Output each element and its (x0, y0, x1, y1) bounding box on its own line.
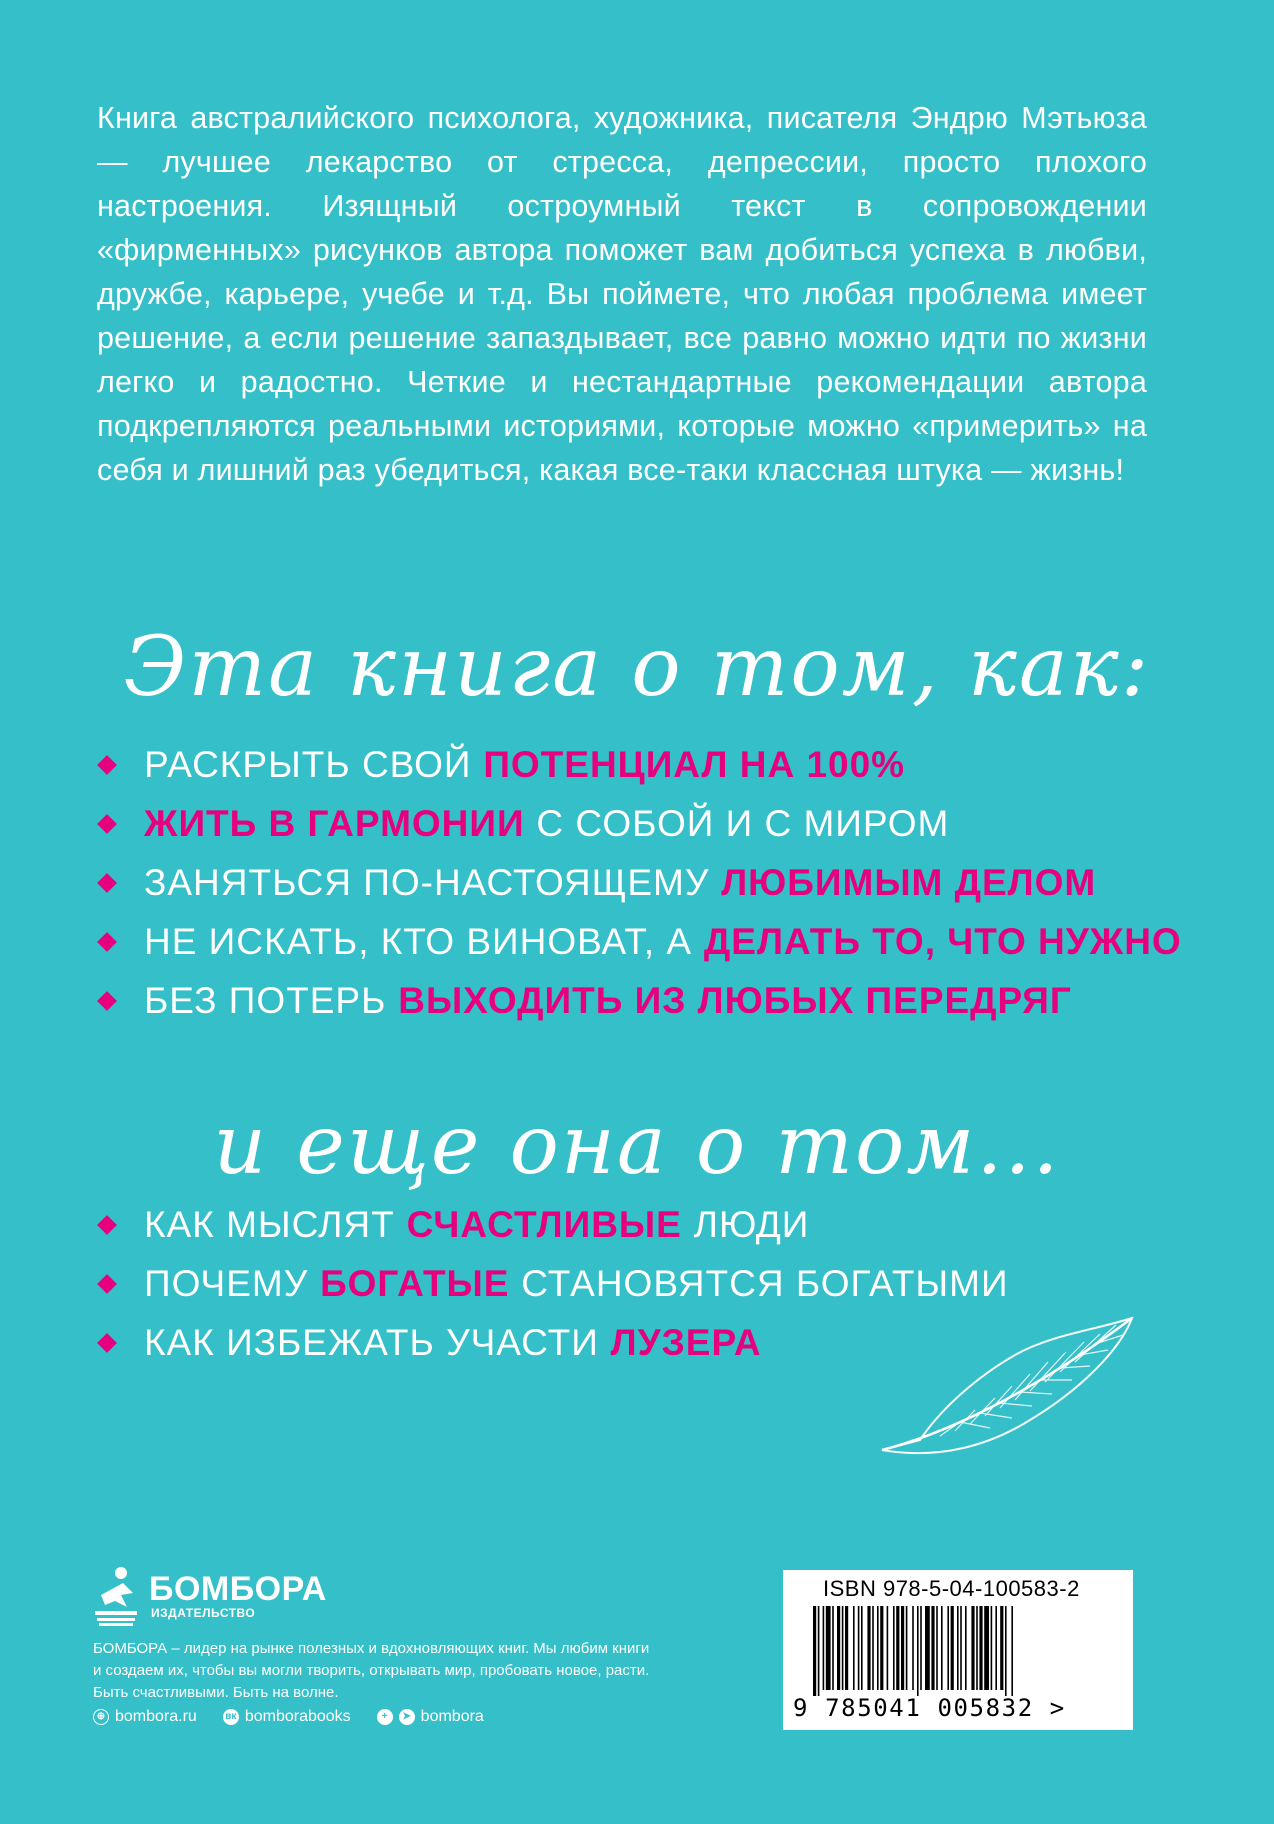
barcode-bar (931, 1606, 934, 1690)
barcode-bar (901, 1606, 904, 1690)
isbn-barcode (783, 1570, 1133, 1730)
barcode-bar (1000, 1606, 1003, 1690)
barcode-bar (1005, 1606, 1007, 1696)
list-item: ЗАНЯТЬСЯ ПО-НАСТОЯЩЕМУ ЛЮБИМЫМ ДЕЛОМ (100, 853, 1182, 912)
barcode-bar (960, 1606, 962, 1690)
barcode-bar (920, 1606, 922, 1690)
barcode-bar (925, 1606, 930, 1690)
list-item: КАК МЫСЛЯТ СЧАСТЛИВЫЕ ЛЮДИ (100, 1195, 1009, 1254)
diamond-bullet-icon (97, 873, 117, 893)
barcode-bar (957, 1606, 959, 1690)
diamond-bullet-icon (97, 1215, 117, 1235)
list-item: ПОЧЕМУ БОГАТЫЕ СТАНОВЯТСЯ БОГАТЫМИ (100, 1254, 1009, 1313)
barcode-bar (837, 1606, 840, 1690)
barcode-bar (906, 1606, 908, 1690)
section-heading-1: Эта книга о том, как: (123, 620, 1151, 715)
barcode-bar (951, 1606, 954, 1690)
barcode-bars (793, 1606, 1093, 1696)
feather-icon (880, 1310, 1140, 1480)
diamond-bullet-icon (97, 1333, 117, 1353)
telegram-link[interactable]: + ➤ bombora (377, 1708, 484, 1726)
vk-link[interactable]: вк bomborabooks (223, 1708, 351, 1726)
diamond-bullet-icon (97, 991, 117, 1011)
barcode-bar (867, 1606, 870, 1690)
isbn-digits: 9 785041 005832 > (793, 1694, 1066, 1722)
globe-icon: ⊕ (93, 1709, 109, 1725)
barcode-bar (887, 1606, 889, 1690)
barcode-bar (979, 1606, 982, 1690)
publisher-name: БОМБОРА (149, 1570, 327, 1608)
diamond-bullet-icon (97, 1274, 117, 1294)
barcode-bar (858, 1606, 860, 1690)
barcode-bar (941, 1606, 943, 1690)
list-item: БЕЗ ПОТЕРЬ ВЫХОДИТЬ ИЗ ЛЮБЫХ ПЕРЕДРЯГ (100, 971, 1182, 1030)
barcode-bar (965, 1606, 967, 1690)
diamond-bullet-icon (97, 755, 117, 775)
diamond-bullet-icon (97, 814, 117, 834)
barcode-bar (917, 1606, 919, 1696)
barcode-bar (971, 1606, 974, 1690)
publisher-subtitle: ИЗДАТЕЛЬСТВО (151, 1606, 256, 1620)
barcode-bar (823, 1606, 825, 1690)
benefits-list-2 (100, 1195, 1009, 1372)
diamond-bullet-icon (97, 932, 117, 952)
telegram-icon: ➤ (399, 1709, 415, 1725)
bombora-logo (93, 1565, 141, 1627)
social-links (93, 1708, 484, 1726)
barcode-bar (896, 1606, 899, 1690)
barcode-bar (826, 1606, 831, 1690)
barcode-bar (995, 1606, 997, 1690)
barcode-bar (845, 1606, 848, 1690)
barcode-bar (976, 1606, 978, 1690)
list-item: КАК ИЗБЕЖАТЬ УЧАСТИ ЛУЗЕРА (100, 1313, 1009, 1372)
barcode-bar (936, 1606, 938, 1690)
isbn-label: ISBN 978-5-04-100583-2 (823, 1576, 1080, 1601)
vk-icon: вк (223, 1709, 239, 1725)
benefits-list-1 (100, 735, 1182, 1030)
list-item: НЕ ИСКАТЬ, КТО ВИНОВАТ, А ДЕЛАТЬ ТО, ЧТО НУЖНО (100, 912, 1182, 971)
barcode-bar (842, 1606, 844, 1690)
barcode-bar (1011, 1606, 1013, 1696)
barcode-bar (984, 1606, 989, 1690)
barcode-bar (818, 1606, 820, 1696)
barcode-bar (912, 1606, 914, 1690)
plus-icon: + (377, 1709, 393, 1725)
publisher-about: БОМБОРА – лидер на рынке полезных и вдохновляющих книг. Мы любим книги и создаем их, чтобы вы могли творить, открывать мир, пробовать новое, расти. Быть счастливыми. Быть на волне. (93, 1640, 650, 1701)
barcode-bar (893, 1606, 895, 1690)
book-description: Книга австралийского психолога, художника, писателя Эндрю Мэтьюза — лучшее лекарство от стресса, депрессии, просто плохого настроения. Изящный остроумный текст в сопровождении «фирменных» рисунков автора поможет вам добиться успеха в любви, дружбе, карьере, учебе и т.д. Вы поймете, что любая проблема имеет решение, а если решение запаздывает, все равно можно идти по жизни легко и радостно. Четкие и нестандартные рекомендации автора подкрепляются реальными историями, которые можно «примерить» на себя и лишний раз убедиться, какая все-таки классная штука — жизнь! (97, 101, 1147, 487)
site-link[interactable]: ⊕ bombora.ru (93, 1708, 197, 1726)
section-heading-2: и еще она о том... (213, 1098, 1061, 1193)
barcode-bar (947, 1606, 949, 1690)
list-item: ЖИТЬ В ГАРМОНИИ С СОБОЙ И С МИРОМ (100, 794, 1182, 853)
barcode-bar (813, 1606, 816, 1696)
barcode-bar (877, 1606, 879, 1690)
barcode-bar (853, 1606, 855, 1690)
barcode-bar (872, 1606, 874, 1690)
barcode-bar (880, 1606, 883, 1690)
barcode-bar (832, 1606, 834, 1690)
barcode-bar (991, 1606, 993, 1690)
publisher-logo (93, 1565, 327, 1627)
list-item: РАСКРЫТЬ СВОЙ ПОТЕНЦИАЛ НА 100% (100, 735, 1182, 794)
barcode-bar (861, 1606, 863, 1690)
